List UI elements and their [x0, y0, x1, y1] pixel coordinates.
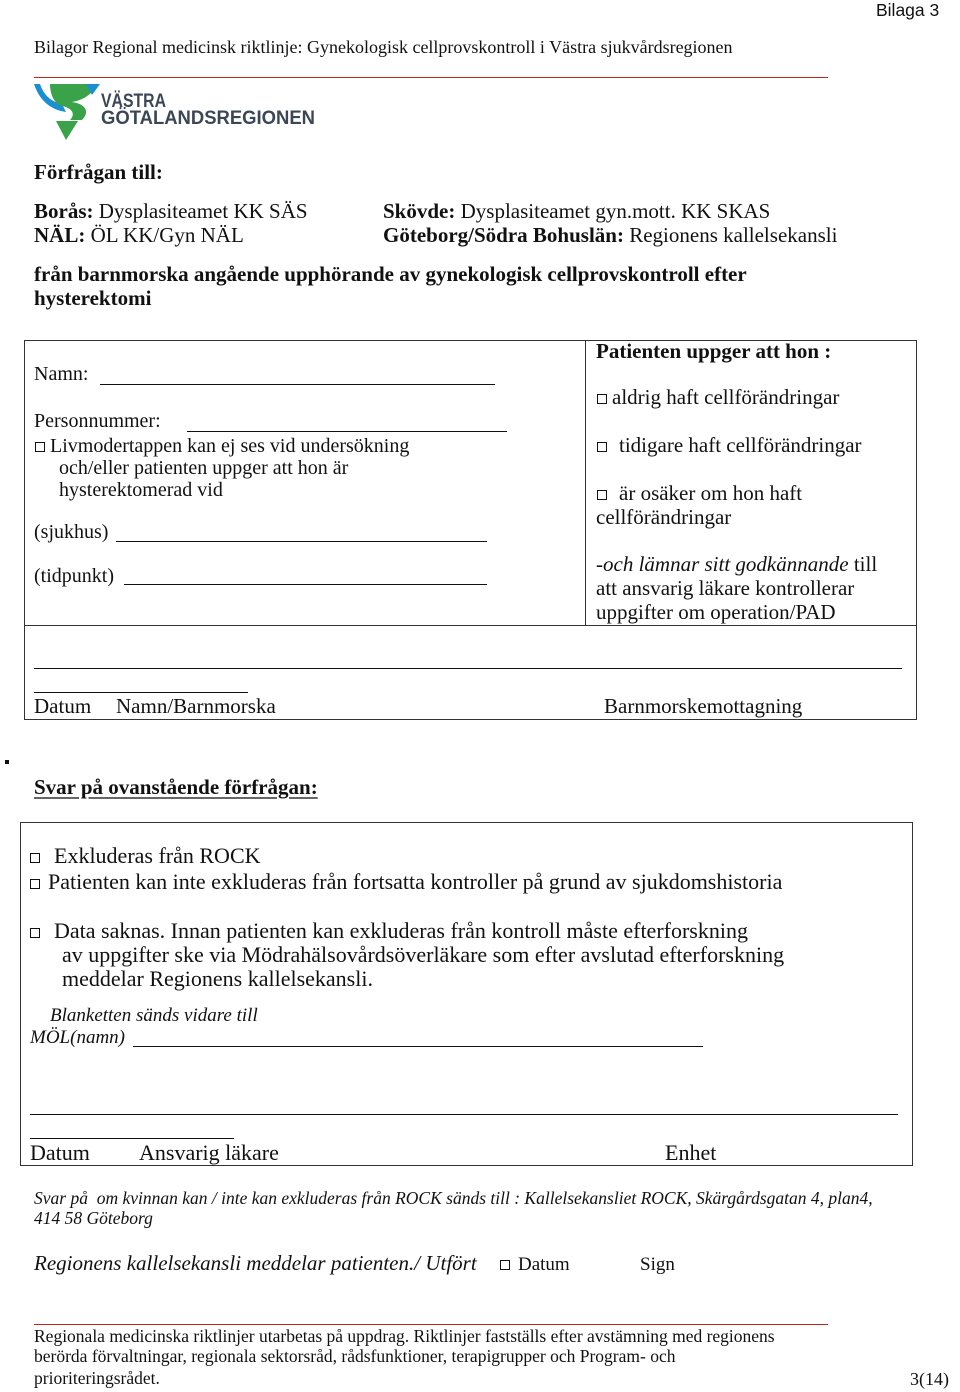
forward-note: Blanketten sänds vidare till — [50, 1005, 258, 1026]
page-number: 3(14) — [910, 1369, 949, 1389]
request-subject-line1: från barnmorska angående upphörande av gynekologisk cellprovskontroll efter — [34, 262, 747, 286]
hospital-field[interactable] — [116, 541, 487, 542]
response-option-exclude — [30, 845, 261, 867]
consent-line2: att ansvarig läkare kontrollerar — [596, 576, 855, 600]
header-rule — [34, 77, 828, 78]
midwife-signature-field[interactable] — [34, 668, 902, 669]
consent-rest: till — [853, 552, 878, 576]
personnummer-label: Personnummer: — [34, 410, 161, 432]
patient-box-divider — [585, 340, 586, 625]
recipient-value: ÖL KK/Gyn NÄL — [90, 223, 244, 247]
attachment-label: Bilaga 3 — [876, 0, 940, 20]
consent-line1 — [596, 554, 877, 575]
name-label: Namn: — [34, 363, 89, 385]
response-option-label: Patienten kan inte exkluderas från fortsatta kontroller på grund av sjukdomshistoria — [48, 869, 783, 894]
response-option-label: Exkluderas från ROCK — [54, 843, 261, 868]
cervix-option-line1: Livmodertappen kan ej ses vid undersökning — [50, 435, 410, 457]
recipient-label: NÄL: — [34, 223, 86, 247]
history-never-checkbox[interactable] — [597, 394, 607, 404]
completion-text: Regionens kallelsekansli meddelar patienten./ Utfört — [34, 1251, 477, 1275]
response-option-missing-data — [30, 920, 748, 942]
history-option-never — [597, 387, 839, 408]
completion-date — [500, 1255, 570, 1274]
response-option-missing-data-line3: meddelar Regionens kallelsekansli. — [62, 966, 373, 991]
recipient-value: Regionens kallelsekansli — [629, 223, 838, 247]
history-heading: Patienten uppger att hon : — [596, 339, 832, 363]
completion-date-label: Datum — [518, 1254, 570, 1275]
request-heading: Förfrågan till: — [34, 160, 163, 184]
midwife-date-label: Datum — [34, 694, 92, 718]
completion-sign-label: Sign — [640, 1254, 675, 1275]
history-option-label: tidigare haft cellförändringar — [619, 433, 862, 457]
recipient-label: Göteborg/Södra Bohuslän: — [383, 223, 624, 247]
exclude-checkbox[interactable] — [30, 853, 40, 863]
vgr-logo — [32, 80, 322, 144]
recipient-value: Dysplasiteamet KK SÄS — [98, 199, 308, 223]
recipient-label: Skövde: — [383, 199, 456, 223]
history-option-unsure-line2: cellförändringar — [596, 505, 732, 529]
doctor-date-label: Datum — [30, 1140, 90, 1165]
response-heading: Svar på ovanstående förfrågan: — [34, 775, 318, 799]
cervix-checkbox[interactable] — [35, 442, 45, 452]
mol-label: MÖL(namn) — [30, 1027, 125, 1048]
history-option-label: aldrig haft cellförändringar — [612, 385, 840, 409]
missing-data-checkbox[interactable] — [30, 928, 40, 938]
history-option-unsure — [597, 483, 802, 504]
recipient-label: Borås: — [34, 199, 94, 223]
patient-box-separator — [24, 625, 917, 626]
footer-line1: Regionala medicinska riktlinjer utarbetas på uppdrag. Riktlinjer fastställs efter avstämning med regionens — [34, 1326, 775, 1346]
recipient-value: Dysplasiteamet gyn.mott. KK SKAS — [460, 199, 771, 223]
unit-label: Enhet — [665, 1140, 717, 1165]
doctor-date-field[interactable] — [30, 1138, 234, 1139]
clinic-label: Barnmorskemottagning — [604, 694, 803, 718]
response-option-not-excluded — [30, 871, 782, 893]
send-note-line2: 414 58 Göteborg — [34, 1208, 153, 1228]
name-field[interactable] — [100, 384, 495, 385]
history-previous-checkbox[interactable] — [597, 442, 607, 452]
footer-line2: berörda förvaltningar, regionala sektorsråd, rådsfunktioner, terapigrupper och Program- och — [34, 1346, 676, 1366]
response-option-label: Data saknas. Innan patienten kan exkluderas från kontroll måste efterforskning — [54, 918, 748, 943]
doctor-signature-field[interactable] — [30, 1114, 898, 1115]
hospital-label: (sjukhus) — [34, 521, 109, 543]
time-field[interactable] — [124, 584, 487, 585]
document-header: Bilagor Regional medicinsk riktlinje: Gynekologisk cellprovskontroll i Västra sjukvårdsregionen — [34, 37, 733, 57]
not-excluded-checkbox[interactable] — [30, 879, 40, 889]
consent-line3: uppgifter om operation/PAD — [596, 600, 836, 624]
logo-text-line2: GÖTALANDSREGIONEN — [101, 108, 315, 129]
midwife-date-field[interactable] — [34, 692, 248, 693]
doctor-label: Ansvarig läkare — [139, 1140, 279, 1165]
history-unsure-checkbox[interactable] — [597, 490, 607, 500]
consent-italic: -och lämnar sitt godkännande — [596, 552, 849, 576]
footer-line3: prioriteringsrådet. — [34, 1368, 160, 1388]
request-subject-line2: hysterektomi — [34, 286, 152, 310]
response-option-missing-data-line2: av uppgifter ske via Mödrahälsovårdsöverläkare som efter avslutad efterforskning — [62, 942, 785, 967]
completion-date-checkbox[interactable] — [500, 1260, 510, 1270]
send-note-line1: Svar på om kvinnan kan / inte kan exkluderas från ROCK sänds till : Kallelsekansliet ROCK, Skärgårdsgatan 4, plan4, — [34, 1188, 873, 1208]
personnummer-field[interactable] — [187, 431, 507, 432]
bullet-mark — [5, 760, 9, 764]
logo-green-triangle-icon — [56, 121, 78, 140]
cervix-option-line3: hysterektomerad vid — [59, 479, 223, 501]
midwife-name-label: Namn/Barnmorska — [116, 694, 276, 718]
recipient-skovde — [383, 201, 770, 222]
recipient-boras — [34, 201, 308, 222]
recipient-nal — [34, 225, 244, 246]
cervix-option — [35, 436, 409, 456]
cervix-option-line2: och/eller patienten uppger att hon är — [59, 457, 349, 479]
logo-text-line1: VÄSTRA — [101, 91, 167, 112]
footer-rule — [34, 1324, 828, 1325]
recipient-goteborg — [383, 225, 837, 246]
history-option-label: är osäker om hon haft — [619, 481, 803, 505]
mol-name-field[interactable] — [133, 1046, 703, 1047]
time-label: (tidpunkt) — [34, 565, 114, 587]
history-option-previous — [597, 435, 862, 456]
